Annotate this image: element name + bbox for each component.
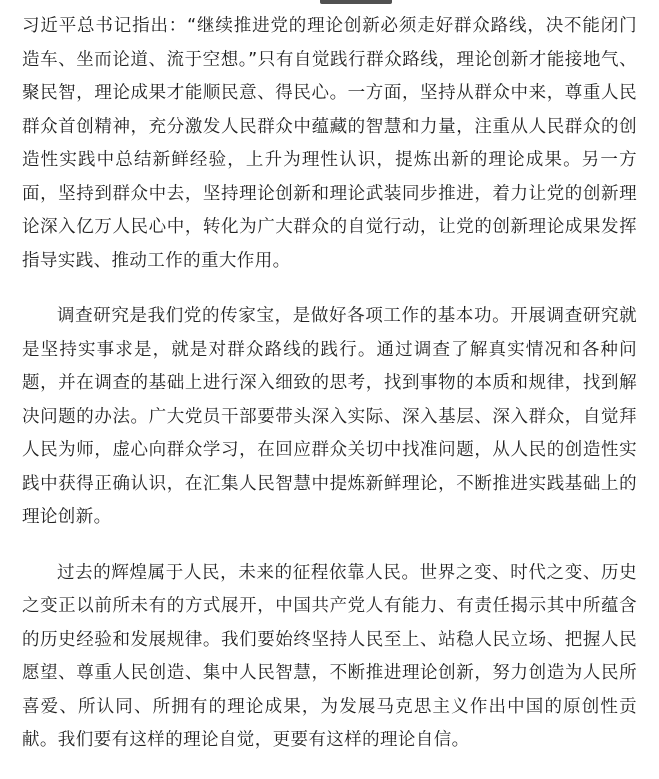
cropped-heading-fragment — [320, 0, 392, 4]
paragraph-3: 过去的辉煌属于人民，未来的征程依靠人民。世界之变、时代之变、历史之变正以前所未有的方式展开，中国共产党人有能力、有责任揭示其中所蕴含的历史经验和发展规律。我们要始终坚持人民至上、站稳人民立场、把握人民愿望、尊重人民创造、集中人民智慧，不断推进理论创新，努力创造为人民所喜爱、所认同、所拥有的理论成果，为发展马克思主义作出中国的原创性贡献。我们要有这样的理论自觉，更要有这样的理论自信。 — [22, 562, 637, 750]
paragraph-2: 调查研究是我们党的传家宝，是做好各项工作的基本功。开展调查研究就是坚持实事求是，就是对群众路线的践行。通过调查了解真实情况和各种问题，并在调查的基础上进行深入细致的思考，找到事物的本质和规律，找到解决问题的办法。广大党员干部要带头深入实际、深入基层、深入群众，自觉拜人民为师，虚心向群众学习，在回应群众关切中找准问题，从人民的创造性实践中获得正确认识，在汇集人民智慧中提炼新鲜理论，不断推进实践基础上的理论创新。 — [22, 306, 637, 527]
paragraph-1: 习近平总书记指出：“继续推进党的理论创新必须走好群众路线，决不能闭门造车、坐而论道、流于空想。”只有自觉践行群众路线，理论创新才能接地气、聚民智，理论成果才能顺民意、得民心。一方面，坚持从群众中来，尊重人民群众首创精神，充分激发人民群众中蕴藏的智慧和力量，注重从人民群众的创造性实践中总结新鲜经验，上升为理性认识，提炼出新的理论成果。另一方面，坚持到群众中去，坚持理论创新和理论武装同步推进，着力让党的创新理论深入亿万人民心中，转化为广大群众的自觉行动，让党的创新理论成果发挥指导实践、推动工作的重大作用。 — [22, 16, 637, 271]
